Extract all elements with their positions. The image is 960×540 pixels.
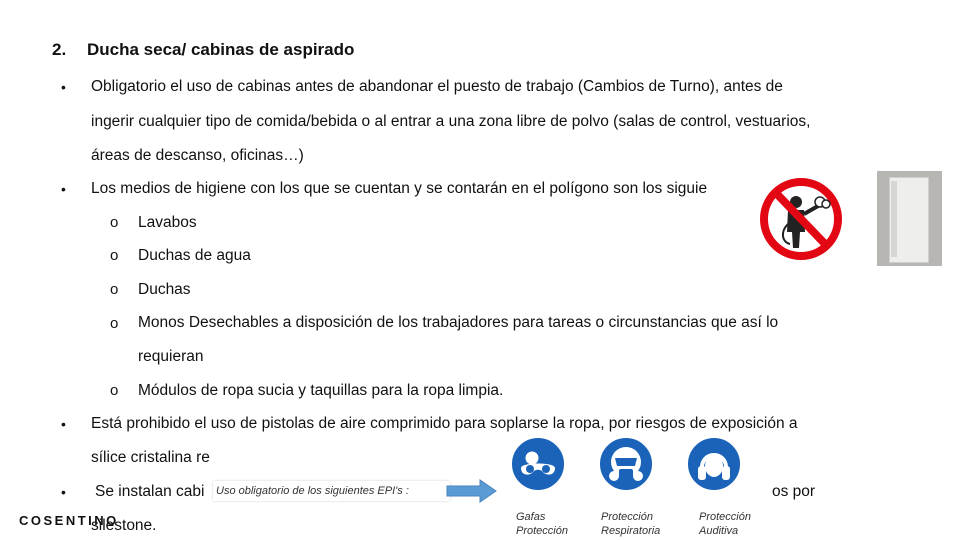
ear-protection-icon	[686, 436, 742, 492]
sub-bullet-marker: o	[110, 315, 119, 332]
bullet-cabins-line-1: Obligatorio el uso de cabinas antes de abandonar el puesto de trabajo (Cambios de Turno), antes de	[91, 78, 783, 95]
bullet-install-line-2: silestone.	[91, 517, 157, 534]
bullet-install-end: os por	[772, 483, 816, 500]
bullet-hygiene-line: Los medios de higiene con los que se cuentan y se contarán en el polígono son los siguie	[91, 180, 708, 197]
sub-item-monos-line-2: requieran	[138, 348, 204, 365]
sub-item-monos-line-1: Monos Desechables a disposición de los trabajadores para tareas o circunstancias que así lo	[138, 314, 779, 331]
goggles-icon	[510, 436, 566, 492]
bullet-air-guns-line-2: sílice cristalina re	[91, 449, 210, 466]
sub-item-lavabos: Lavabos	[138, 214, 197, 231]
bullet-install-start: Se instalan cabi	[95, 483, 205, 500]
section-heading	[52, 40, 354, 60]
bullet-cabins-line-3: áreas de descanso, oficinas…)	[91, 147, 304, 164]
bullet-dot: •	[61, 181, 66, 197]
respirator-icon	[598, 436, 654, 492]
bullet-air-guns-line-1: Está prohibido el uso de pistolas de aire comprimido para soplarse la ropa, por riesgos de exposición a	[91, 415, 798, 432]
section-title: Ducha seca/ cabinas de aspirado	[87, 40, 355, 59]
no-compressed-air-sign	[752, 176, 850, 262]
aspiration-cabin-photo	[877, 171, 942, 266]
sub-bullet-marker: o	[110, 382, 119, 399]
epi-caption-hearing: Protección Auditiva	[699, 511, 751, 537]
epi-caption-respiratory: Protección Respiratoria	[601, 511, 661, 537]
bullet-dot: •	[61, 416, 66, 432]
bullet-dot: •	[61, 484, 66, 500]
sub-item-modulos: Módulos de ropa sucia y taquillas para la ropa limpia.	[138, 382, 504, 399]
prohibition-icon	[752, 176, 850, 262]
cabin-door-stripe	[891, 181, 897, 257]
sub-item-duchas: Duchas	[138, 281, 191, 298]
bullet-cabins-line-2: ingerir cualquier tipo de comida/bebida o al entrar a una zona libre de polvo (salas de control, vestuarios,	[91, 113, 811, 130]
epi-mandatory-label: Uso obligatorio de los siguientes EPI's :	[213, 481, 450, 501]
sub-bullet-marker: o	[110, 247, 119, 264]
sub-item-duchas-agua: Duchas de agua	[138, 247, 251, 264]
cosentino-logo: COSENTINO	[19, 513, 119, 528]
section-number: 2.	[52, 40, 67, 59]
epi-caption-goggles: Gafas Protección	[516, 511, 568, 537]
bullet-dot: •	[61, 79, 66, 95]
sub-bullet-marker: o	[110, 214, 119, 231]
arrow-right-icon	[446, 479, 498, 503]
sub-bullet-marker: o	[110, 281, 119, 298]
